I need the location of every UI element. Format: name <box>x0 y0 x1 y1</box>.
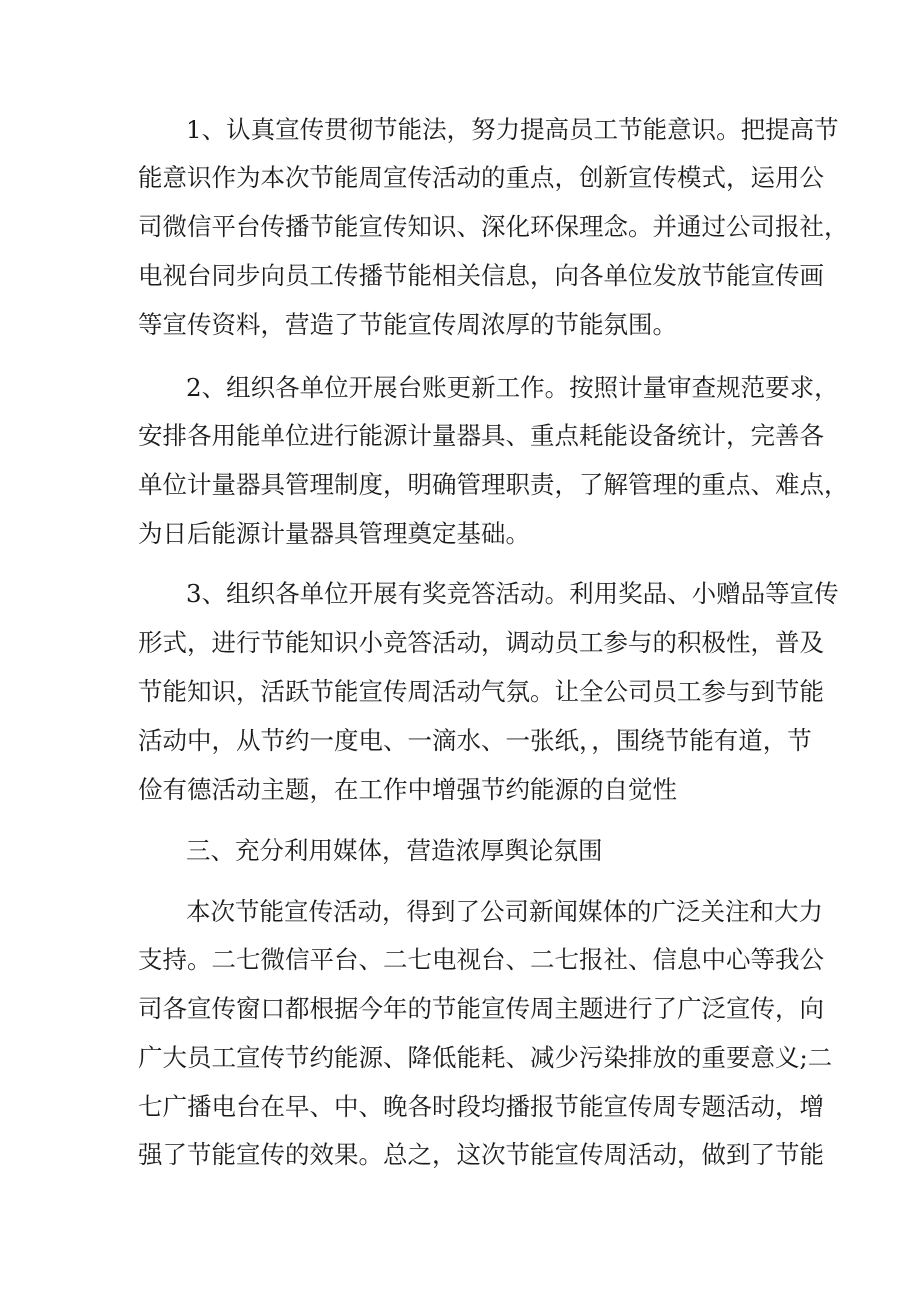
text-line: 能意识作为本次节能周宣传活动的重点，创新宣传模式，运用公 <box>138 163 824 192</box>
text-line: 七广播电台在早、中、晚各时段均播报节能宣传周专题活动，增 <box>138 1092 824 1121</box>
text-line: 本次节能宣传活动，得到了公司新闻媒体的广泛关注和大力 <box>186 897 823 926</box>
text-line: 等宣传资料，营造了节能宣传周浓厚的节能氛围。 <box>138 310 677 339</box>
text-line: 3、组织各单位开展有奖竞答活动。利用奖品、小赠品等宣传 <box>186 579 839 608</box>
text-line: 安排各用能单位进行能源计量器具、重点耗能设备统计，完善各 <box>138 421 824 450</box>
text-line: 单位计量器具管理制度，明确管理职责，了解管理的重点、难点， <box>138 470 849 499</box>
text-line: 司微信平台传播节能宣传知识、深化环保理念。并通过公司报社， <box>138 212 849 241</box>
text-line: 活动中，从节约一度电、一滴水、一张纸，，围绕节能有道，节 <box>138 726 812 755</box>
text-line: 电视台同步向员工传播节能相关信息，向各单位发放节能宣传画 <box>138 261 824 290</box>
text-line: 1、认真宣传贯彻节能法，努力提高员工节能意识。把提高节 <box>186 115 839 144</box>
text-line: 强了节能宣传的效果。总之，这次节能宣传周活动，做到了节能 <box>138 1140 824 1169</box>
text-line: 为日后能源计量器具管理奠定基础。 <box>138 519 530 548</box>
text-line: 形式，进行节能知识小竞答活动，调动员工参与的积极性，普及 <box>138 628 824 657</box>
text-line: 俭有德活动主题，在工作中增强节约能源的自觉性 <box>138 775 677 804</box>
text-line: 节能知识，活跃节能宣传周活动气氛。让全公司员工参与到节能 <box>138 677 824 706</box>
text-line: 司各宣传窗口都根据今年的节能宣传周主题进行了广泛宣传，向 <box>138 994 824 1023</box>
text-line: 2、组织各单位开展台账更新工作。按照计量审查规范要求， <box>186 373 839 402</box>
section-heading: 三、充分利用媒体，营造浓厚舆论氛围 <box>186 836 603 865</box>
text-line: 支持。二七微信平台、二七电视台、二七报社、信息中心等我公 <box>138 945 824 974</box>
text-line: 广大员工宣传节约能源、降低能耗、减少污染排放的重要意义;二 <box>138 1043 833 1072</box>
